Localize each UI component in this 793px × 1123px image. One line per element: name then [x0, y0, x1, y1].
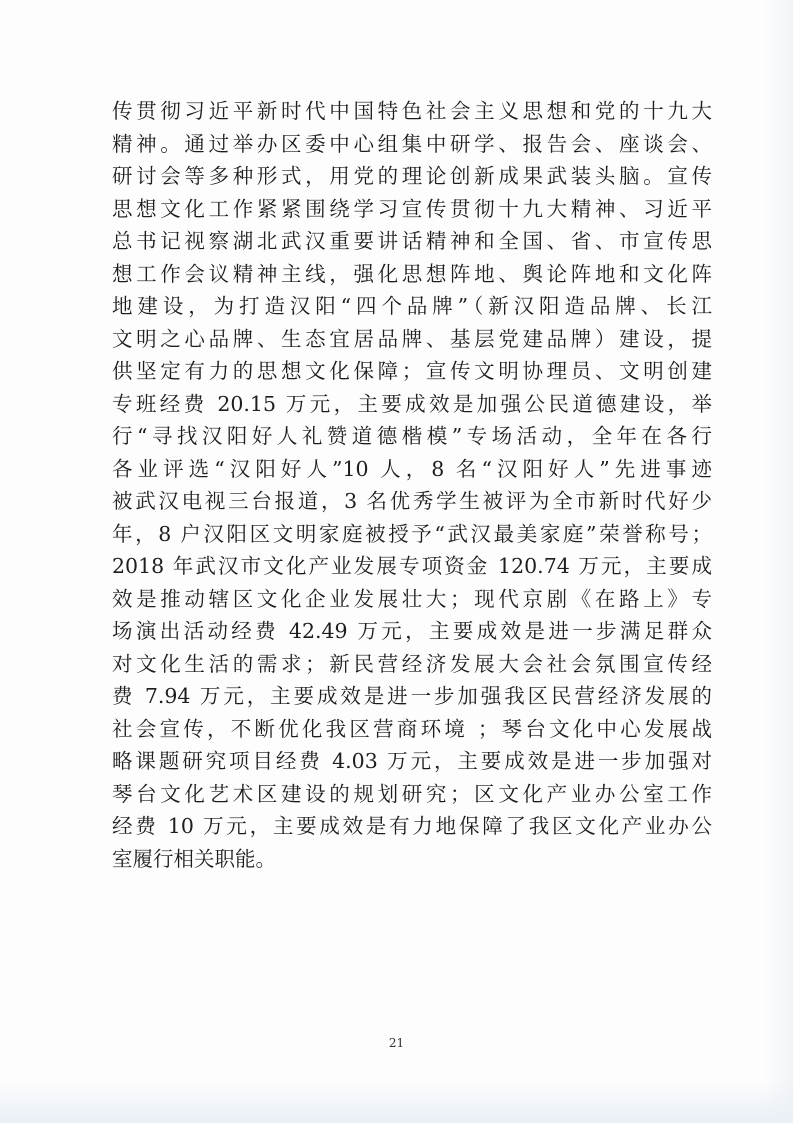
text-line: 精神。通过举办区委中心组集中研学、报告会、座谈会、	[112, 131, 712, 156]
text-line: 经费 10 万元，主要成效是有力地保障了我区文化产业办公	[112, 814, 712, 838]
text-line: 总书记视察湖北武汉重要讲话精神和全国、省、市宣传思	[112, 229, 712, 253]
text-line: 费 7.94 万元，主要成效是进一步加强我区民营经济发展的	[112, 684, 712, 708]
text-line: 思想文化工作紧紧围绕学习宣传贯彻十九大精神、习近平	[112, 196, 712, 221]
text-line: 行“寻找汉阳好人礼赞道德楷模”专场活动，全年在各行	[112, 424, 712, 448]
text-line: 传贯彻习近平新时代中国特色社会主义思想和党的十九大	[112, 99, 712, 123]
text-line: 社会宣传，不断优化我区营商环境 ；琴台文化中心发展战	[112, 716, 712, 741]
text-line: 效是推动辖区文化企业发展壮大；现代京剧《在路上》专	[112, 586, 712, 611]
text-line: 文明之心品牌、生态宜居品牌、基层党建品牌）建设，提	[112, 326, 712, 351]
text-line: 各业评选“汉阳好人”10 人，8 名“汉阳好人”先进事迹	[112, 456, 712, 481]
text-line: 对文化生活的需求；新民营经济发展大会社会氛围宣传经	[112, 651, 712, 676]
text-line: 供坚定有力的思想文化保障；宣传文明协理员、文明创建	[112, 359, 712, 383]
body-paragraph	[112, 95, 712, 875]
text-line: 2018 年武汉市文化产业发展专项资金 120.74 万元，主要成	[112, 554, 712, 578]
text-line: 年，8 户汉阳区文明家庭被授予“武汉最美家庭”荣誉称号；	[112, 521, 712, 546]
text-line: 想工作会议精神主线，强化思想阵地、舆论阵地和文化阵	[112, 261, 712, 286]
text-line: 被武汉电视三台报道，3 名优秀学生被评为全市新时代好少	[112, 489, 712, 513]
text-line: 地建设，为打造汉阳“四个品牌”（新汉阳造品牌、长江	[112, 294, 712, 318]
text-line: 专班经费 20.15 万元，主要成效是加强公民道德建设，举	[112, 391, 712, 416]
text-line: 研讨会等多种形式，用党的理论创新成果武装头脑。宣传	[112, 164, 712, 188]
scan-bottom-shading	[0, 1081, 793, 1123]
page-number: 21	[388, 1036, 405, 1050]
text-line: 琴台文化艺术区建设的规划研究；区文化产业办公室工作	[112, 781, 712, 806]
scan-edge-shading	[763, 0, 793, 1123]
text-line: 略课题研究项目经费 4.03 万元，主要成效是进一步加强对	[112, 749, 712, 773]
text-line: 场演出活动经费 42.49 万元，主要成效是进一步满足群众	[112, 619, 712, 643]
text-line: 室履行相关职能。	[112, 846, 276, 871]
